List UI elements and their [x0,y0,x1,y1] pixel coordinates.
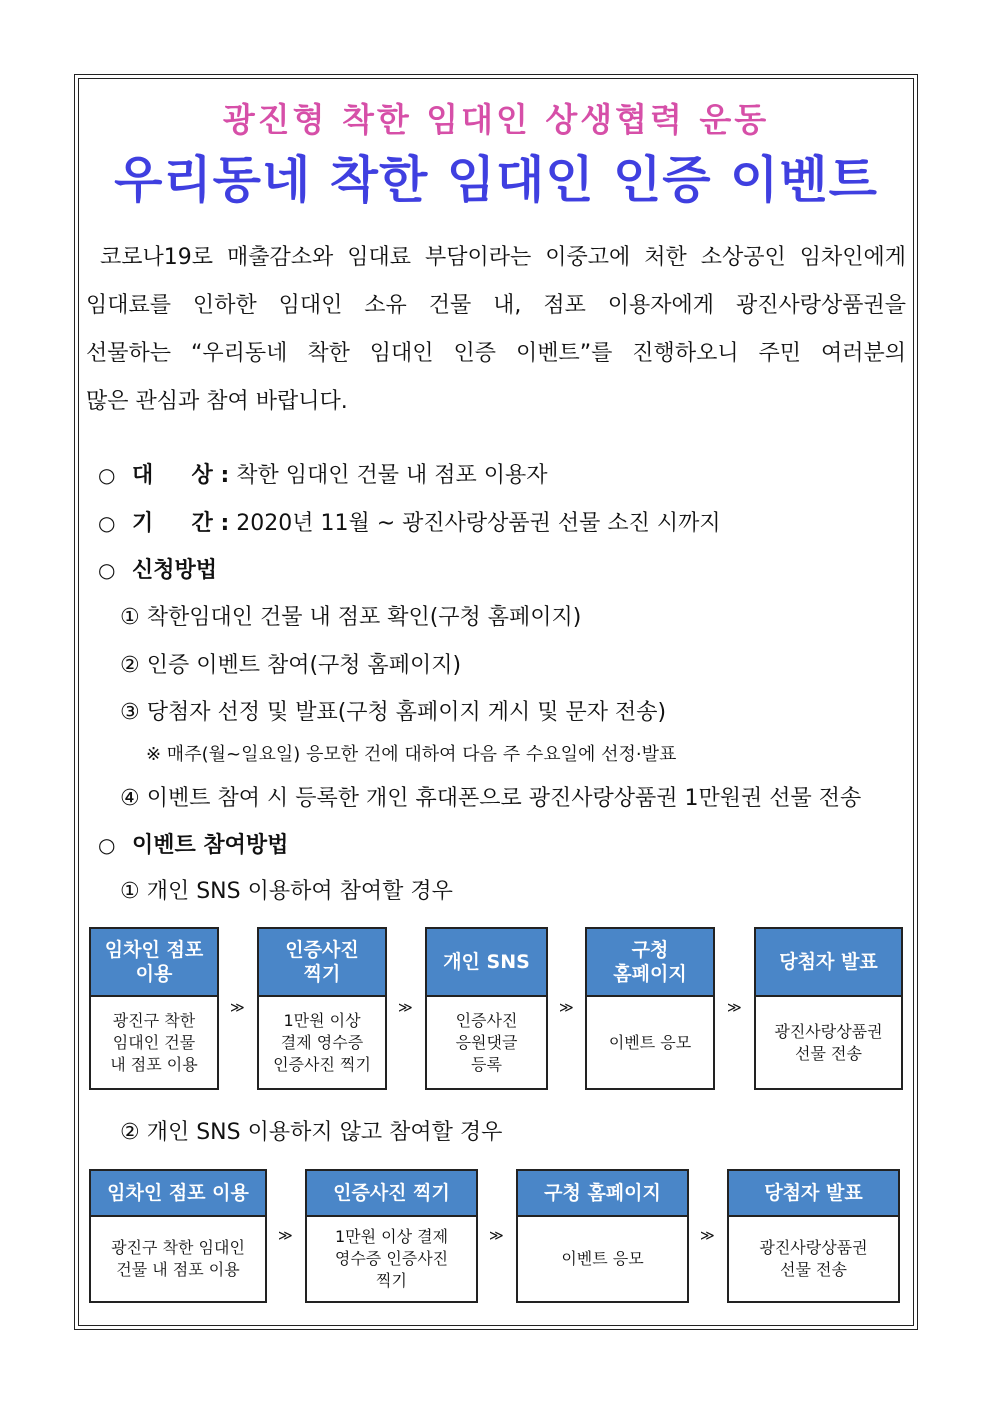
flow2-step-4-head: 당첨자 발표 [729,1171,898,1217]
flow1-step-2 [257,927,387,1090]
intro-line: 선물하는 “우리동네 착한 임대인 인증 이벤트”를 진행하오니 주민 여러분의 [86,341,906,366]
period-value: 2020년 11월 ~ 광진사랑상품권 선물 소진 시까지 [236,511,721,536]
flow1-step-5-head: 당첨자 발표 [756,929,901,997]
apply-step-1: ① 착한임대인 건물 내 점포 확인(구청 홈페이지) [120,605,582,630]
period-label: 기 간 : [132,511,230,536]
flow2-step-3 [516,1169,689,1303]
flow-arrow: ≫ [559,1000,574,1016]
flow2-step-2-body: 1만원 이상 결제 영수증 인증사진 찍기 [334,1227,449,1290]
flow1-step-1-body: 광진구 착한 임대인 건물 내 점포 이용 [110,1010,198,1074]
apply-step-4: ④ 이벤트 참여 시 등록한 개인 휴대폰으로 광진사랑상품권 1만원권 선물 전송 [120,786,862,811]
flow2-step-1 [89,1169,267,1303]
apply-label: 신청방법 [132,558,218,583]
flow2-step-2 [305,1169,478,1303]
flow1-step-3 [425,927,548,1090]
flow1-step-1 [89,927,219,1090]
flow1-step-4 [585,927,715,1090]
circle-bullet: ○ [98,511,116,535]
intro-line: 코로나19로 매출감소와 임대료 부담이라는 이중고에 처한 소상공인 임차인에게 [86,245,906,270]
flow-arrow: ≫ [398,1000,413,1016]
case-1-heading: ① 개인 SNS 이용하여 참여할 경우 [120,879,453,904]
flow1-step-3-head: 개인 SNS [427,929,546,997]
apply-step-2: ② 인증 이벤트 참여(구청 홈페이지) [120,653,462,678]
subtitle: 광진형 착한 임대인 상생협력 운동 [222,100,770,139]
flow2-step-3-body: 이벤트 응모 [561,1249,644,1268]
intro-line: 임대료를 인하한 임대인 소유 건물 내, 점포 이용자에게 광진사랑상품권을 [86,293,906,318]
flow1-step-5 [754,927,903,1090]
flow-arrow: ≫ [700,1228,715,1244]
flow1-step-4-head: 구청 홈페이지 [587,929,713,997]
flow1-step-3-body: 인증사진 응원댓글 등록 [455,1010,518,1074]
apply-heading [98,553,217,584]
intro-line: 많은 관심과 참여 바랍니다. [86,389,348,414]
flow2-step-4 [727,1169,900,1303]
target-value: 착한 임대인 건물 내 점포 이용자 [236,463,548,488]
flow-arrow: ≫ [489,1228,504,1244]
flow2-step-1-head: 임차인 점포 이용 [91,1171,265,1217]
target-row [98,458,548,489]
flow-arrow: ≫ [727,1000,742,1016]
case-2-heading: ② 개인 SNS 이용하지 않고 참여할 경우 [120,1120,503,1145]
period-row [98,506,721,537]
flow1-step-4-body: 이벤트 응모 [608,1032,692,1052]
circle-bullet: ○ [98,558,116,582]
flow2-step-4-body: 광진사랑상품권 선물 전송 [759,1238,868,1279]
flow1-step-5-body: 광진사랑상품권 선물 전송 [774,1021,883,1063]
participate-label: 이벤트 참여방법 [132,833,289,858]
flow2-step-3-head: 구청 홈페이지 [518,1171,687,1217]
target-label: 대 상 : [132,463,230,488]
flow-arrow: ≫ [278,1228,293,1244]
page-title: 우리동네 착한 임대인 인증 이벤트 [114,151,878,209]
flow1-step-1-head: 임차인 점포 이용 [91,929,217,997]
apply-note: ※ 매주(월~일요일) 응모한 건에 대하여 다음 주 수요일에 선정·발표 [146,744,677,765]
flow-arrow: ≫ [230,1000,245,1016]
flow1-step-2-body: 1만원 이상 결제 영수증 인증사진 찍기 [273,1010,371,1074]
flow2-step-2-head: 인증사진 찍기 [307,1171,476,1217]
circle-bullet: ○ [98,463,116,487]
circle-bullet: ○ [98,833,116,857]
intro-paragraph [86,234,906,426]
flow2-step-1-body: 광진구 착한 임대인 건물 내 점포 이용 [111,1238,245,1279]
flow1-step-2-head: 인증사진 찍기 [259,929,385,997]
participate-heading [98,828,288,859]
apply-step-3: ③ 당첨자 선정 및 발표(구청 홈페이지 게시 및 문자 전송) [120,700,667,725]
